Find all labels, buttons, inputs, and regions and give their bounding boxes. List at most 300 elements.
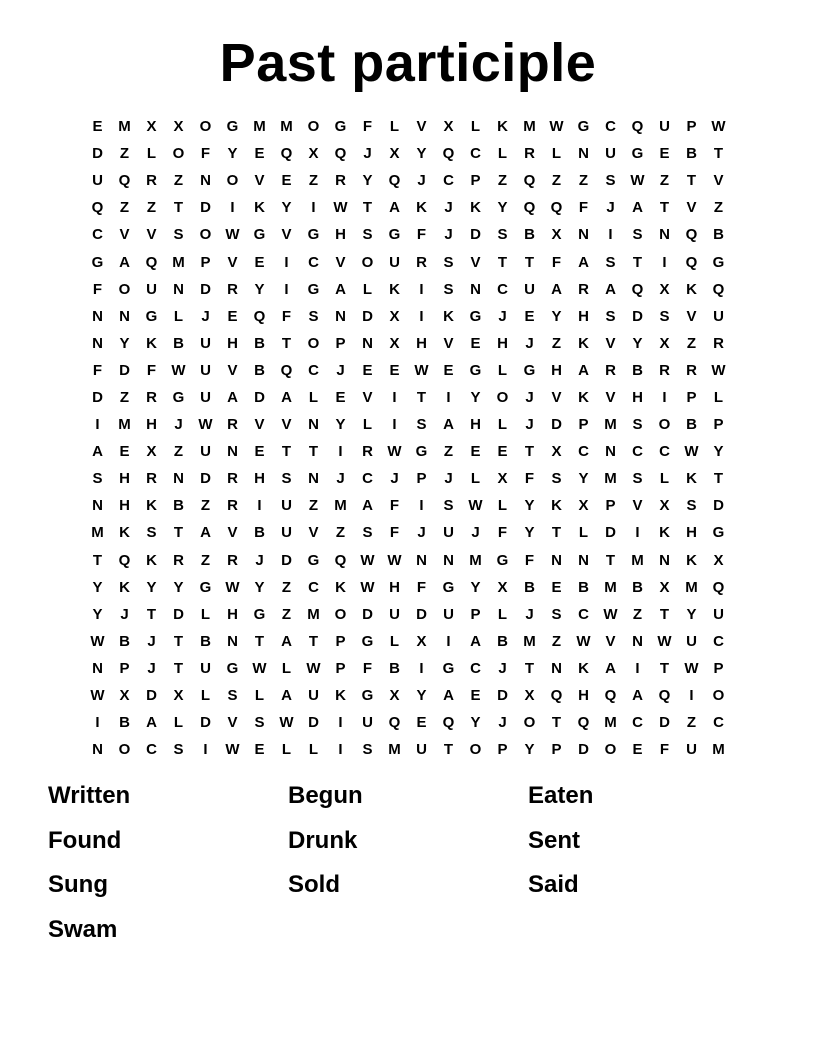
grid-letter: J <box>363 145 372 163</box>
grid-letter: A <box>281 687 292 705</box>
grid-letter: N <box>173 280 184 298</box>
word-list-item: Said <box>528 871 579 898</box>
grid-letter: T <box>659 199 670 217</box>
grid-letter: F <box>416 226 427 244</box>
grid-letter: R <box>416 253 427 271</box>
letter-grid <box>84 113 732 763</box>
grid-letter: I <box>635 524 640 542</box>
grid-letter: X <box>146 443 157 461</box>
grid-letter: K <box>686 551 697 569</box>
grid-letter: P <box>551 741 562 759</box>
grid-letter: T <box>173 632 184 650</box>
grid-letter: S <box>497 226 508 244</box>
grid-letter: N <box>92 307 103 325</box>
grid-letter: Q <box>91 199 104 217</box>
grid-row <box>84 601 732 628</box>
grid-letter: C <box>713 714 724 732</box>
grid-letter: G <box>496 551 509 569</box>
grid-letter: L <box>254 687 265 705</box>
grid-letter: H <box>227 334 238 352</box>
grid-letter: J <box>525 416 534 434</box>
word-list-item: Begun <box>288 782 363 809</box>
grid-letter: T <box>497 253 508 271</box>
grid-letter: F <box>146 361 157 379</box>
grid-letter: L <box>146 145 157 163</box>
grid-letter: R <box>605 361 616 379</box>
grid-letter: N <box>659 226 670 244</box>
grid-letter: O <box>712 687 725 705</box>
grid-letter: L <box>173 714 184 732</box>
grid-letter: X <box>551 226 562 244</box>
grid-letter: J <box>147 659 156 677</box>
word-list-item: Sold <box>288 871 340 898</box>
grid-letter: S <box>659 307 670 325</box>
grid-letter: S <box>632 226 643 244</box>
grid-letter: R <box>524 145 535 163</box>
grid-letter: V <box>281 226 292 244</box>
grid-letter: M <box>118 416 131 434</box>
grid-letter: E <box>335 388 346 406</box>
grid-letter: N <box>470 280 481 298</box>
grid-letter: A <box>281 632 292 650</box>
grid-letter: M <box>118 118 131 136</box>
grid-letter: A <box>443 416 454 434</box>
grid-letter: Q <box>631 280 644 298</box>
grid-letter: T <box>632 253 643 271</box>
grid-letter: D <box>200 280 211 298</box>
grid-letter: V <box>119 226 130 244</box>
grid-letter: K <box>146 334 157 352</box>
grid-letter: Y <box>470 714 481 732</box>
grid-letter: N <box>92 497 103 515</box>
grid-letter: Y <box>578 470 589 488</box>
grid-letter: C <box>308 578 319 596</box>
grid-letter: T <box>362 199 373 217</box>
grid-letter: X <box>659 497 670 515</box>
grid-letter: R <box>146 388 157 406</box>
grid-letter: H <box>227 605 238 623</box>
grid-letter: O <box>361 253 374 271</box>
grid-letter: I <box>419 280 424 298</box>
grid-letter: J <box>255 551 264 569</box>
grid-letter: R <box>578 280 589 298</box>
grid-letter: W <box>576 632 591 650</box>
grid-letter: O <box>469 741 482 759</box>
grid-letter: J <box>417 172 426 190</box>
page-title: Past participle <box>219 33 597 93</box>
grid-letter: W <box>306 659 321 677</box>
grid-letter: X <box>578 497 589 515</box>
grid-letter: N <box>308 470 319 488</box>
grid-letter: B <box>254 524 265 542</box>
grid-letter: A <box>119 253 130 271</box>
grid-letter: E <box>254 145 265 163</box>
grid-letter: Y <box>416 687 427 705</box>
grid-letter: A <box>146 714 157 732</box>
grid-letter: L <box>308 741 319 759</box>
grid-letter: F <box>92 280 103 298</box>
grid-letter: B <box>200 632 211 650</box>
grid-letter: E <box>470 443 481 461</box>
grid-letter: B <box>119 714 130 732</box>
word-list-item: Sent <box>528 826 581 854</box>
grid-letter: T <box>659 605 670 623</box>
grid-letter: I <box>689 687 694 705</box>
grid-letter: M <box>253 118 266 136</box>
grid-letter: B <box>254 334 265 352</box>
grid-row <box>84 140 732 167</box>
grid-letter: A <box>92 443 103 461</box>
grid-letter: E <box>254 253 265 271</box>
grid-letter: Q <box>253 307 266 325</box>
grid-letter: G <box>172 388 185 406</box>
grid-letter: S <box>443 253 454 271</box>
grid-letter: G <box>415 443 428 461</box>
grid-letter: O <box>307 118 320 136</box>
grid-letter: U <box>92 172 103 190</box>
grid-letter: U <box>200 388 211 406</box>
grid-letter: L <box>497 497 508 515</box>
grid-letter: W <box>684 659 699 677</box>
grid-letter: Q <box>442 145 455 163</box>
grid-letter: W <box>360 578 375 596</box>
grid-letter: C <box>470 145 481 163</box>
grid-letter: B <box>632 578 643 596</box>
grid-row <box>84 438 732 465</box>
grid-letter: E <box>416 714 427 732</box>
grid-letter: E <box>254 741 265 759</box>
grid-letter: E <box>497 443 508 461</box>
grid-letter: S <box>632 416 643 434</box>
grid-letter: Z <box>578 172 589 190</box>
grid-letter: Q <box>523 199 536 217</box>
grid-row <box>84 221 732 248</box>
grid-letter: U <box>686 741 697 759</box>
grid-letter: Y <box>119 334 130 352</box>
grid-letter: G <box>442 578 455 596</box>
grid-letter: W <box>549 118 564 136</box>
grid-letter: S <box>443 497 454 515</box>
grid-letter: T <box>173 659 184 677</box>
grid-row <box>84 303 732 330</box>
grid-letter: Q <box>685 226 698 244</box>
grid-letter: U <box>281 497 292 515</box>
grid-letter: D <box>551 416 562 434</box>
grid-letter: F <box>497 524 508 542</box>
grid-letter: W <box>279 714 294 732</box>
grid-letter: N <box>578 226 589 244</box>
grid-row <box>84 113 732 140</box>
grid-letter: G <box>388 226 401 244</box>
grid-letter: B <box>173 334 184 352</box>
grid-letter: L <box>659 470 670 488</box>
grid-letter: N <box>416 551 427 569</box>
grid-letter: K <box>119 524 130 542</box>
grid-letter: C <box>443 172 454 190</box>
grid-letter: H <box>335 226 346 244</box>
grid-letter: Z <box>713 199 724 217</box>
grid-letter: K <box>443 307 454 325</box>
grid-row <box>84 194 732 221</box>
grid-letter: I <box>95 416 100 434</box>
grid-letter: U <box>200 334 211 352</box>
grid-letter: L <box>281 659 292 677</box>
grid-letter: X <box>659 280 670 298</box>
grid-letter: G <box>226 659 239 677</box>
grid-letter: T <box>686 172 697 190</box>
grid-letter: V <box>335 253 346 271</box>
grid-letter: R <box>227 551 238 569</box>
grid-letter: Y <box>146 578 157 596</box>
grid-letter: W <box>90 632 105 650</box>
grid-letter: R <box>227 497 238 515</box>
grid-letter: I <box>257 497 262 515</box>
grid-letter: J <box>498 714 507 732</box>
grid-letter: V <box>632 497 643 515</box>
grid-letter: A <box>632 199 643 217</box>
grid-letter: R <box>713 334 724 352</box>
grid-letter: M <box>685 578 698 596</box>
grid-letter: I <box>635 659 640 677</box>
grid-letter: H <box>551 361 562 379</box>
grid-letter: K <box>686 280 697 298</box>
grid-letter: Y <box>335 416 346 434</box>
grid-letter: U <box>713 605 724 623</box>
grid-letter: P <box>335 659 346 677</box>
grid-letter: D <box>308 714 319 732</box>
grid-letter: L <box>308 388 319 406</box>
grid-letter: G <box>712 524 725 542</box>
grid-letter: J <box>498 659 507 677</box>
grid-letter: G <box>469 307 482 325</box>
grid-row <box>84 248 732 275</box>
grid-letter: H <box>470 416 481 434</box>
grid-letter: L <box>497 145 508 163</box>
grid-letter: X <box>659 578 670 596</box>
grid-letter: W <box>603 605 618 623</box>
grid-letter: Y <box>92 605 103 623</box>
grid-letter: K <box>335 578 346 596</box>
grid-row <box>84 357 732 384</box>
grid-letter: W <box>711 361 726 379</box>
grid-letter: O <box>199 118 212 136</box>
grid-letter: R <box>227 470 238 488</box>
grid-row <box>84 276 732 303</box>
grid-letter: G <box>307 551 320 569</box>
grid-letter: S <box>92 470 103 488</box>
word-list <box>48 778 768 956</box>
grid-letter: R <box>659 361 670 379</box>
grid-letter: J <box>525 605 534 623</box>
grid-letter: I <box>284 253 289 271</box>
grid-letter: W <box>225 578 240 596</box>
grid-letter: R <box>146 470 157 488</box>
grid-letter: Z <box>119 199 130 217</box>
grid-letter: D <box>470 226 481 244</box>
grid-letter: H <box>119 497 130 515</box>
grid-letter: V <box>416 118 427 136</box>
grid-letter: B <box>578 578 589 596</box>
grid-letter: U <box>362 714 373 732</box>
grid-letter: F <box>578 199 589 217</box>
grid-letter: V <box>308 524 319 542</box>
grid-letter: Z <box>173 443 184 461</box>
grid-letter: Z <box>551 632 562 650</box>
grid-letter: L <box>470 118 481 136</box>
grid-letter: Q <box>523 172 536 190</box>
grid-letter: F <box>416 578 427 596</box>
grid-letter: O <box>172 145 185 163</box>
grid-letter: C <box>578 443 589 461</box>
grid-letter: T <box>173 524 184 542</box>
grid-letter: T <box>254 632 265 650</box>
grid-letter: D <box>281 551 292 569</box>
grid-letter: D <box>362 307 373 325</box>
grid-letter: J <box>606 199 615 217</box>
grid-letter: B <box>254 361 265 379</box>
grid-letter: Y <box>524 497 535 515</box>
grid-letter: I <box>284 280 289 298</box>
grid-letter: Z <box>146 199 157 217</box>
grid-letter: P <box>686 388 697 406</box>
grid-letter: E <box>659 145 670 163</box>
grid-letter: Z <box>335 524 346 542</box>
grid-letter: S <box>362 524 373 542</box>
grid-letter: G <box>361 687 374 705</box>
grid-letter: D <box>497 687 508 705</box>
grid-letter: E <box>470 687 481 705</box>
grid-letter: N <box>578 145 589 163</box>
grid-letter: Z <box>119 388 130 406</box>
grid-letter: Y <box>713 443 724 461</box>
grid-letter: J <box>201 307 210 325</box>
grid-letter: H <box>497 334 508 352</box>
grid-letter: W <box>630 172 645 190</box>
grid-letter: B <box>524 226 535 244</box>
grid-letter: Y <box>470 578 481 596</box>
grid-letter: O <box>523 714 536 732</box>
grid-letter: Q <box>712 578 725 596</box>
grid-letter: R <box>173 551 184 569</box>
grid-letter: F <box>659 741 670 759</box>
grid-letter: Y <box>416 145 427 163</box>
grid-letter: L <box>497 416 508 434</box>
grid-letter: C <box>659 443 670 461</box>
grid-letter: W <box>225 226 240 244</box>
grid-letter: G <box>307 280 320 298</box>
grid-letter: W <box>468 497 483 515</box>
grid-letter: K <box>497 118 508 136</box>
grid-letter: Q <box>550 199 563 217</box>
grid-letter: U <box>443 524 454 542</box>
grid-letter: E <box>470 334 481 352</box>
grid-letter: K <box>659 524 670 542</box>
grid-letter: G <box>577 118 590 136</box>
grid-letter: V <box>281 416 292 434</box>
grid-letter: G <box>253 605 266 623</box>
grid-letter: L <box>173 307 184 325</box>
grid-row <box>84 492 732 519</box>
grid-letter: Z <box>497 172 508 190</box>
grid-letter: X <box>497 470 508 488</box>
grid-letter: I <box>419 659 424 677</box>
grid-letter: Y <box>173 578 184 596</box>
grid-letter: Z <box>551 334 562 352</box>
grid-row <box>84 628 732 655</box>
grid-letter: N <box>173 470 184 488</box>
grid-letter: W <box>198 416 213 434</box>
grid-letter: H <box>146 416 157 434</box>
grid-letter: K <box>578 388 589 406</box>
grid-letter: G <box>226 118 239 136</box>
grid-letter: L <box>200 605 211 623</box>
grid-letter: O <box>604 741 617 759</box>
grid-letter: R <box>227 280 238 298</box>
grid-letter: P <box>335 334 346 352</box>
grid-letter: I <box>338 741 343 759</box>
grid-letter: E <box>281 172 292 190</box>
grid-letter: L <box>497 361 508 379</box>
grid-letter: Y <box>632 334 643 352</box>
grid-row <box>84 411 732 438</box>
grid-letter: A <box>362 497 373 515</box>
grid-row <box>84 465 732 492</box>
grid-letter: A <box>632 687 643 705</box>
grid-letter: X <box>173 687 184 705</box>
grid-letter: P <box>416 470 427 488</box>
grid-letter: X <box>146 118 157 136</box>
grid-letter: X <box>443 118 454 136</box>
grid-letter: Y <box>227 145 238 163</box>
grid-letter: Y <box>686 605 697 623</box>
grid-letter: Z <box>119 145 130 163</box>
grid-letter: U <box>713 307 724 325</box>
grid-letter: K <box>389 280 400 298</box>
word-list-item: Found <box>48 826 122 854</box>
grid-row <box>84 682 732 709</box>
grid-letter: L <box>578 524 589 542</box>
grid-letter: J <box>444 226 453 244</box>
grid-letter: T <box>443 741 454 759</box>
grid-letter: T <box>281 443 292 461</box>
word-list-item: Written <box>48 782 131 809</box>
grid-letter: Q <box>388 172 401 190</box>
grid-letter: J <box>444 199 453 217</box>
grid-letter: H <box>119 470 130 488</box>
grid-letter: M <box>388 741 401 759</box>
grid-letter: S <box>146 524 157 542</box>
grid-letter: S <box>605 307 616 325</box>
grid-letter: V <box>551 388 562 406</box>
grid-letter: Q <box>550 687 563 705</box>
grid-letter: B <box>173 497 184 515</box>
grid-letter: W <box>711 118 726 136</box>
grid-letter: Y <box>524 524 535 542</box>
grid-letter: N <box>200 172 211 190</box>
grid-letter: D <box>119 361 130 379</box>
grid-letter: Y <box>470 388 481 406</box>
grid-letter: X <box>497 578 508 596</box>
grid-letter: D <box>200 714 211 732</box>
grid-letter: B <box>713 226 724 244</box>
grid-letter: M <box>712 741 725 759</box>
grid-letter: C <box>308 361 319 379</box>
grid-letter: H <box>578 687 589 705</box>
grid-letter: V <box>254 416 265 434</box>
grid-letter: U <box>659 118 670 136</box>
grid-letter: G <box>631 145 644 163</box>
grid-letter: M <box>307 605 320 623</box>
